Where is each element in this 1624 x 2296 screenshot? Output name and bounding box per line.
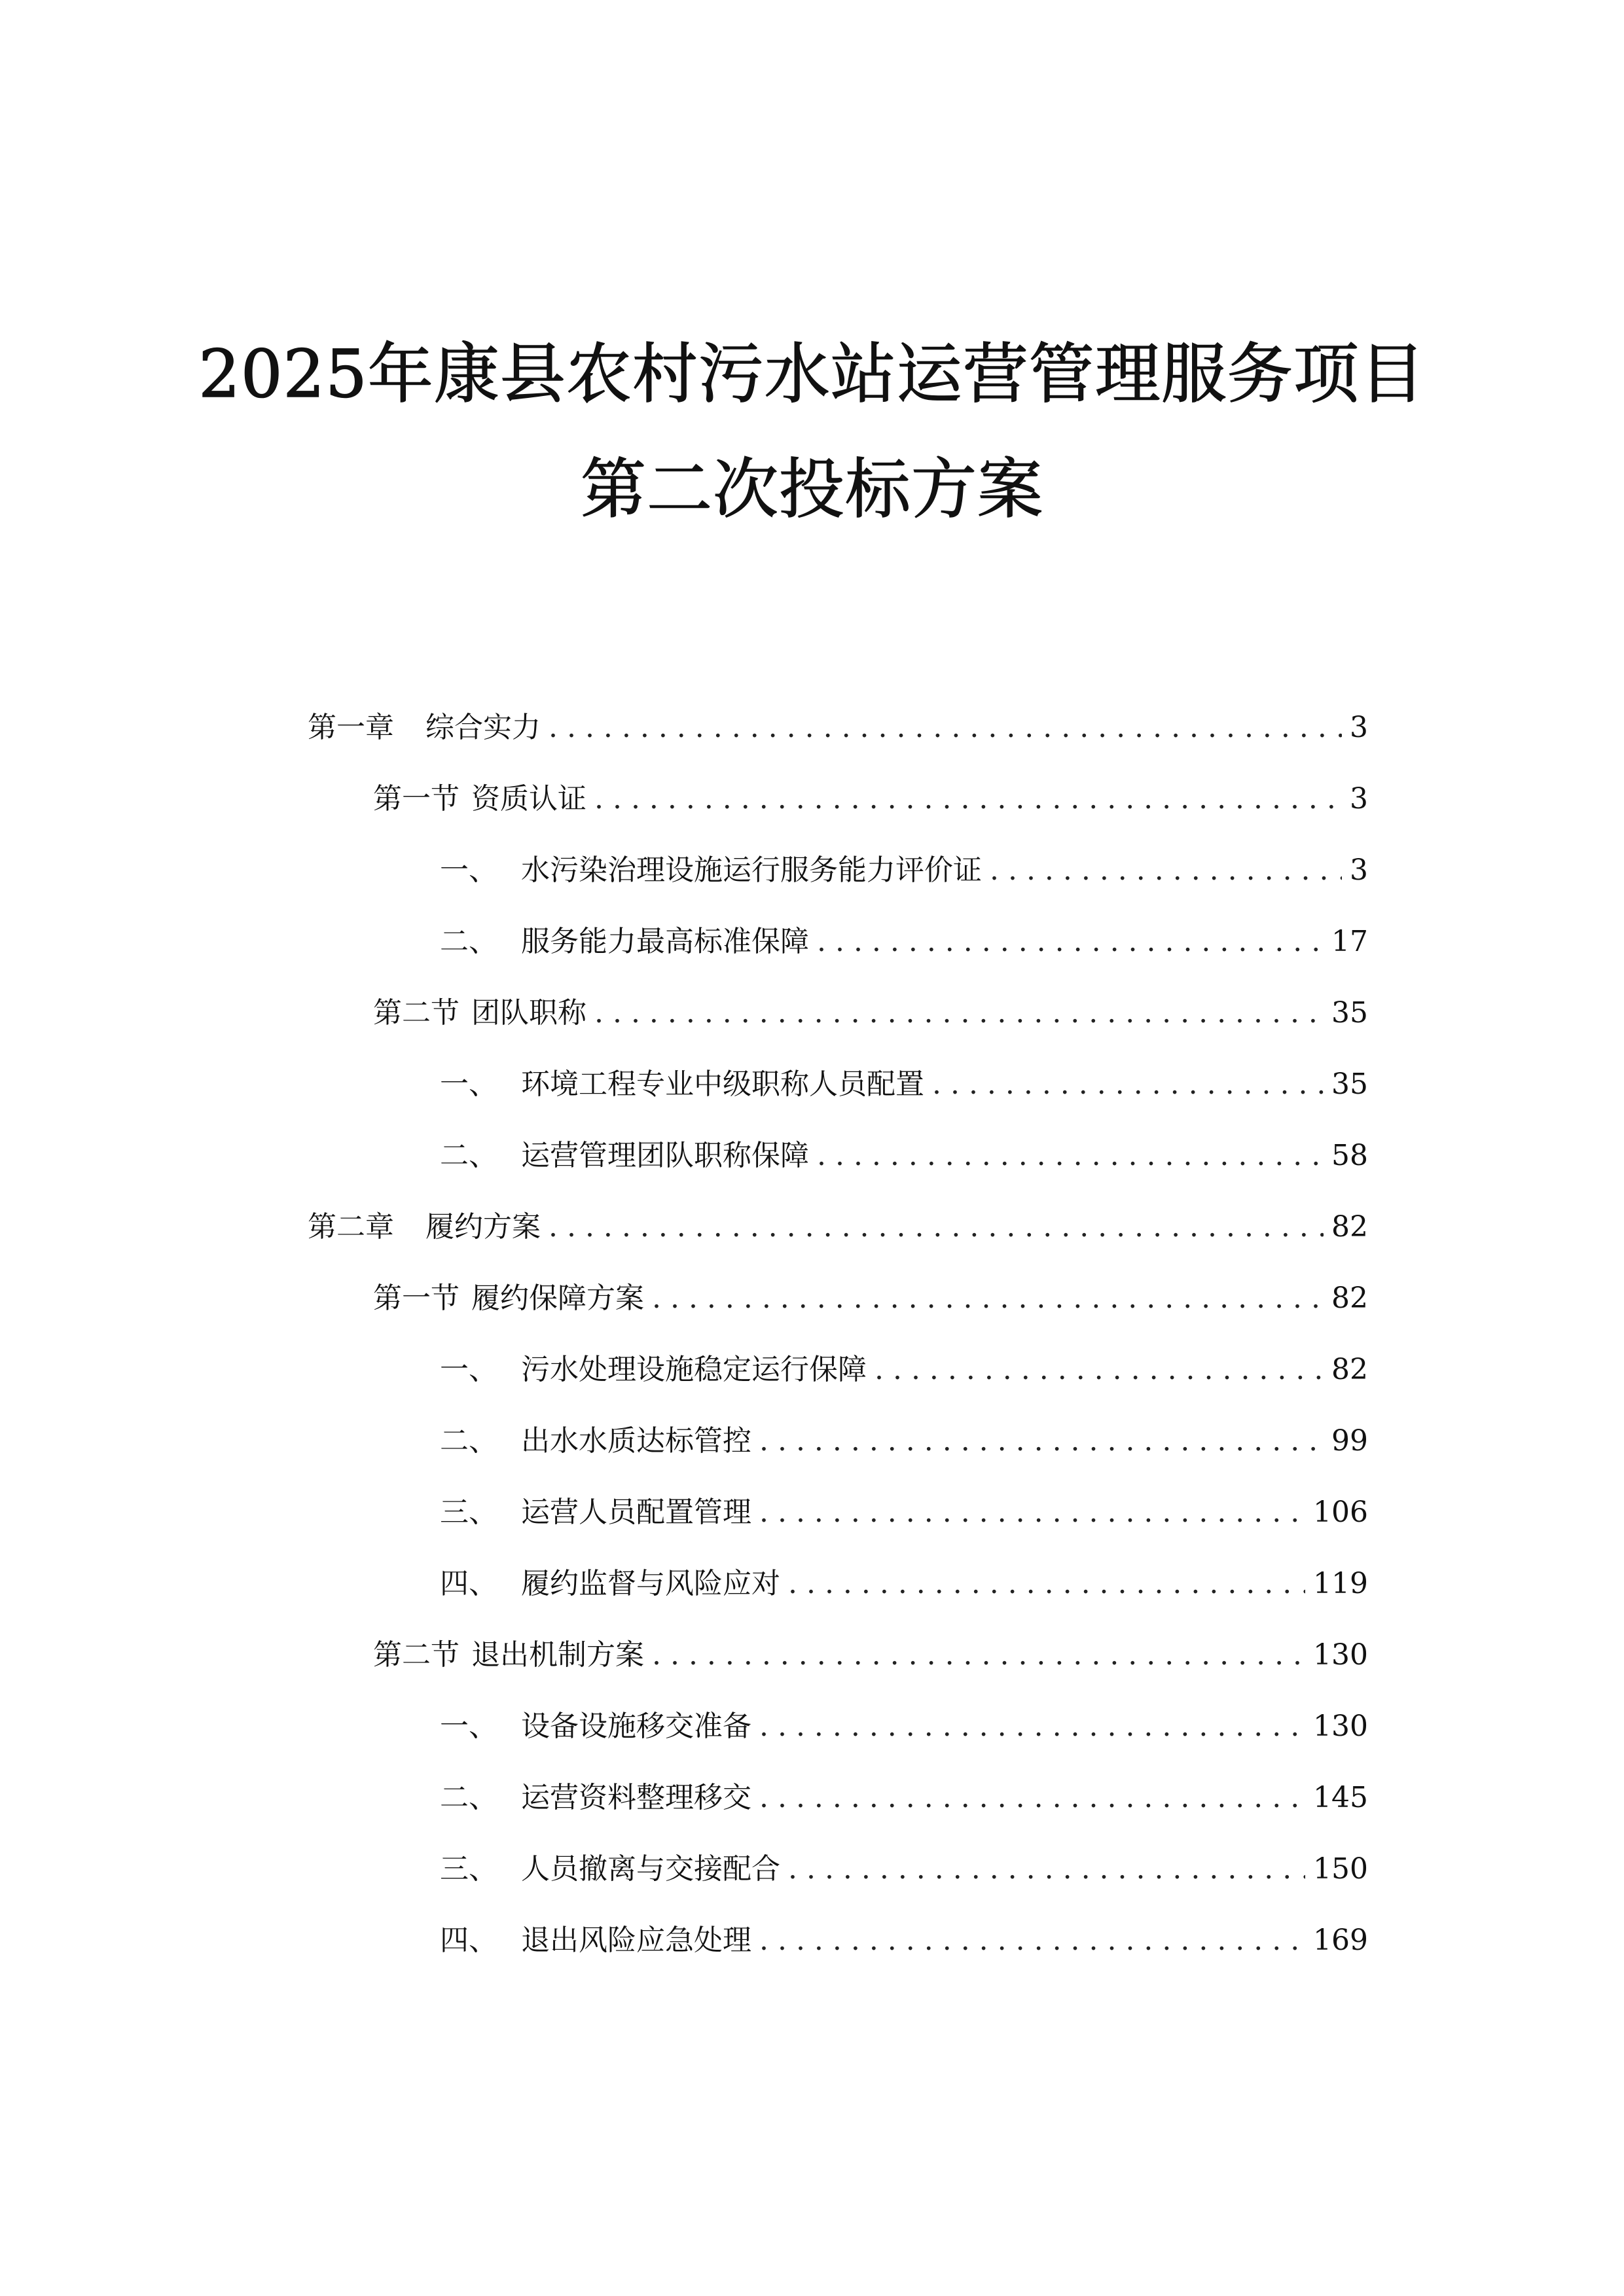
toc-entry[interactable] — [373, 987, 1368, 1039]
toc-entry-title: 出水水质达标管控 — [521, 1424, 751, 1458]
toc-entry[interactable] — [440, 916, 1368, 968]
toc-entry[interactable] — [373, 1629, 1368, 1681]
toc-leader-dots — [652, 1272, 1324, 1325]
toc-entry-title: 污水处理设施稳定运行保障 — [521, 1353, 867, 1386]
toc-entry[interactable] — [440, 1843, 1368, 1895]
toc-entry[interactable] — [440, 1130, 1368, 1182]
toc-leader-dots — [759, 1772, 1305, 1824]
toc-entry-title: 水污染治理设施运行服务能力评价证 — [521, 853, 982, 887]
toc-entry-number: 第一节 — [373, 1282, 460, 1315]
toc-leader-dots — [594, 987, 1324, 1039]
toc-entry-number: 二、 — [440, 1781, 497, 1814]
toc-entry-title: 运营人员配置管理 — [521, 1496, 751, 1529]
toc-entry-number: 一、 — [440, 1353, 497, 1386]
toc-entry-number: 第一章 — [308, 711, 394, 744]
toc-entry[interactable] — [440, 1772, 1368, 1824]
toc-entry-title: 退出机制方案 — [471, 1638, 644, 1672]
toc-leader-dots — [875, 1344, 1324, 1396]
toc-entry[interactable] — [440, 1914, 1368, 1967]
document-title-line-2: 第二次投标方案 — [581, 451, 1043, 528]
document-title-line-1: 2025年康县农村污水站运营管理服务项目 — [198, 336, 1426, 412]
toc-entry-number: 四、 — [440, 1567, 497, 1600]
toc-entry-title: 团队职称 — [471, 996, 586, 1030]
toc-entry-page: 106 — [1313, 1496, 1368, 1529]
toc-entry-page: 99 — [1331, 1424, 1368, 1458]
toc-leader-dots — [759, 1914, 1305, 1967]
toc-entry-title: 履约方案 — [425, 1210, 541, 1244]
toc-entry[interactable] — [440, 1486, 1368, 1539]
toc-entry-number: 第二节 — [373, 1638, 460, 1672]
toc-leader-dots — [990, 844, 1342, 897]
toc-entry-page: 145 — [1313, 1781, 1368, 1814]
toc-entry-page: 119 — [1313, 1567, 1368, 1600]
toc-leader-dots — [932, 1058, 1324, 1111]
toc-entry-page: 3 — [1350, 782, 1368, 816]
toc-entry-page: 130 — [1313, 1638, 1368, 1672]
toc-entry-title: 运营资料整理移交 — [521, 1781, 751, 1814]
toc-entry-title: 人员撤离与交接配合 — [521, 1852, 780, 1886]
toc-leader-dots — [759, 1415, 1324, 1467]
toc-entry[interactable] — [373, 1272, 1368, 1325]
toc-leader-dots — [817, 1130, 1324, 1182]
toc-entry-number: 第二章 — [308, 1210, 394, 1244]
toc-leader-dots — [652, 1629, 1305, 1681]
toc-entry-number: 第二节 — [373, 996, 460, 1030]
toc-leader-dots — [788, 1843, 1305, 1895]
toc-entry[interactable] — [308, 1201, 1368, 1253]
toc-entry-page: 130 — [1313, 1710, 1368, 1743]
toc-leader-dots — [594, 773, 1342, 825]
toc-entry-page: 82 — [1331, 1353, 1368, 1386]
toc-entry-number: 一、 — [440, 853, 497, 887]
toc-entry-page: 17 — [1331, 925, 1368, 958]
toc-entry-number: 三、 — [440, 1852, 497, 1886]
toc-entry[interactable] — [440, 1058, 1368, 1111]
toc-entry[interactable] — [440, 1700, 1368, 1753]
toc-entry-title: 资质认证 — [471, 782, 586, 816]
toc-entry-page: 82 — [1331, 1210, 1368, 1244]
toc-entry-number: 二、 — [440, 925, 497, 958]
toc-entry-page: 35 — [1331, 996, 1368, 1030]
toc-entry-page: 3 — [1350, 853, 1368, 887]
toc-leader-dots — [817, 916, 1324, 968]
toc-entry[interactable] — [440, 1344, 1368, 1396]
toc-entry-number: 四、 — [440, 1924, 497, 1957]
toc-entry-title: 履约监督与风险应对 — [521, 1567, 780, 1600]
toc-entry-page: 169 — [1313, 1924, 1368, 1957]
toc-entry-number: 第一节 — [373, 782, 460, 816]
toc-entry-title: 服务能力最高标准保障 — [521, 925, 809, 958]
toc-entry-title: 退出风险应急处理 — [521, 1924, 751, 1957]
toc-entry-number: 三、 — [440, 1496, 497, 1529]
toc-entry[interactable] — [440, 1415, 1368, 1467]
toc-entry-page: 58 — [1331, 1139, 1368, 1172]
toc-leader-dots — [549, 1201, 1324, 1253]
toc-entry[interactable] — [440, 1558, 1368, 1610]
toc-entry-number: 一、 — [440, 1067, 497, 1101]
toc-entry[interactable] — [373, 773, 1368, 825]
toc-entry-number: 二、 — [440, 1424, 497, 1458]
toc-entry-title: 综合实力 — [425, 711, 541, 744]
toc-leader-dots — [759, 1486, 1305, 1539]
toc-leader-dots — [549, 702, 1342, 754]
toc-entry-number: 二、 — [440, 1139, 497, 1172]
toc-leader-dots — [759, 1700, 1305, 1753]
toc-entry-page: 35 — [1331, 1067, 1368, 1101]
toc-entry-title: 环境工程专业中级职称人员配置 — [521, 1067, 924, 1101]
toc-entry-title: 运营管理团队职称保障 — [521, 1139, 809, 1172]
toc-entry[interactable] — [308, 702, 1368, 754]
toc-entry-page: 150 — [1313, 1852, 1368, 1886]
toc-entry-title: 履约保障方案 — [471, 1282, 644, 1315]
toc-entry-number: 一、 — [440, 1710, 497, 1743]
toc-leader-dots — [788, 1558, 1305, 1610]
toc-entry-title: 设备设施移交准备 — [521, 1710, 751, 1743]
toc-entry-page: 82 — [1331, 1282, 1368, 1315]
toc-entry[interactable] — [440, 844, 1368, 897]
toc-entry-page: 3 — [1350, 711, 1368, 744]
